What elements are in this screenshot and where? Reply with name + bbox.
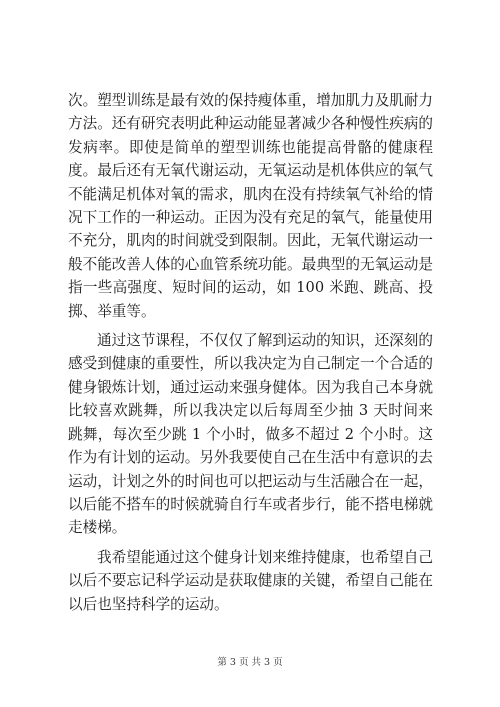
paragraph-conclusion: 我希望能通过这个健身计划来维持健康，也希望自己以后不要忘记科学运动是获取健康的关键，希望自己能在以后也坚持科学的运动。 (68, 548, 433, 613)
document-body (68, 89, 433, 616)
paragraph-continuation: 次。塑型训练是最有效的保持瘦体重，增加肌力及肌耐力方法。还有研究表明此种运动能显著减少各种慢性疾病的发病率。即使是简单的塑型训练也能提高骨骼的健康程度。最后还有无氧代谢运动，无氧运动是机体供应的氧气不能满足机体对氧的需求，肌肉在没有持续氧气补给的情况下工作的一种运动。正因为没有充足的氧气，能量使用不充分，肌肉的时间就受到限制。因此，无氧代谢运动一般不能改善人体的心血管系统功能。最典型的无氧运动是指一些高强度、短时间的运动，如 100 米跑、跳高、投掷、举重等。 (68, 92, 433, 320)
paragraph-course-reflection: 通过这节课程，不仅仅了解到运动的知识，还深刻的感受到健康的重要性，所以我决定为自己制定一个合适的健身锻炼计划，通过运动来强身健体。因为我自己本身就比较喜欢跳舞，所以我决定以后每周至少抽 3 天时间来跳舞，每次至少跳 1 个小时，做多不超过 2 个小时。这作为有计划的运动。另外我要使自己在生活中有意识的去运动，计划之外的时间也可以把运动与生活融合在一起，以后能不搭车的时候就骑自行车或者步行，能不搭电梯就走楼梯。 (68, 332, 433, 537)
page-footer: 第 3 页 共 3 页 (217, 657, 283, 668)
